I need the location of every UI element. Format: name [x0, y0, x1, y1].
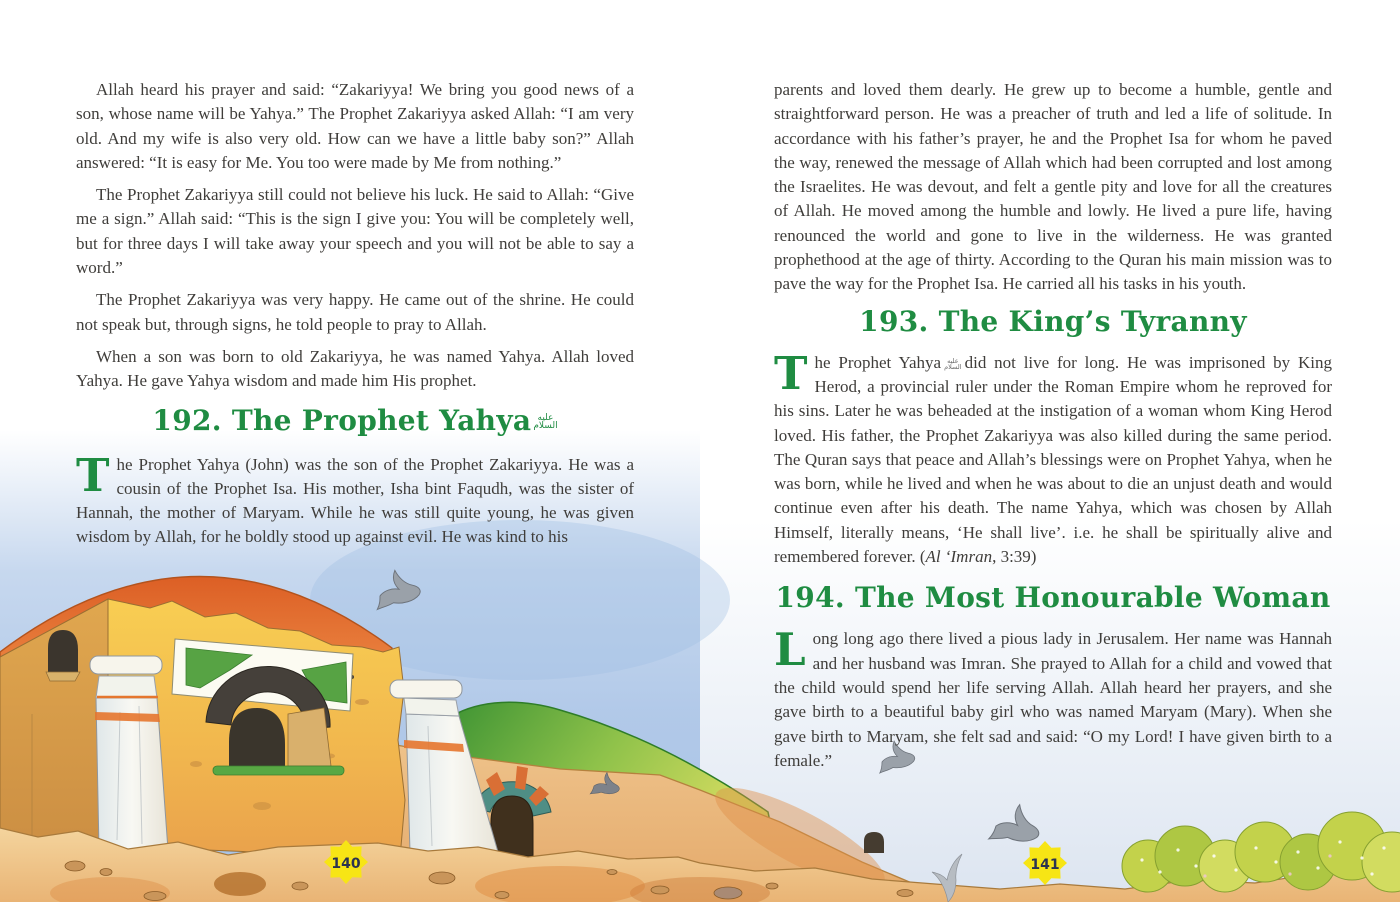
- right-page-text: [774, 78, 1332, 781]
- left-page-text: [76, 78, 634, 558]
- small-window-sill: [46, 672, 80, 681]
- page-number-left: 140: [331, 856, 361, 872]
- small-window: [48, 630, 78, 672]
- drop-cap: T: [76, 448, 110, 502]
- honorific-alayhis-salam: عليه السلام: [944, 356, 962, 371]
- body-paragraph: Allah heard his prayer and said: “Zakariyya! We bring you good news of a son, whose name will be Yahya.” The Prophet Zakariyya asked Allah: “I am very old. And my wife is also very old. How can we have a little baby son?” Allah answered: “It is easy for Me. You too were made by Me from nothing.”: [76, 80, 634, 172]
- body-paragraph-dropcap: The Prophet Yahya (John) was the son of the Prophet Zakariyya. He was a cousin of the Prophet Isa. His mother, Isha bint Faqudh, was the sister of Hannah, the mother of Maryam. While he was still quite young, he was given wisdom by Allah, for he boldly stood up against evil. He was kind to his: [76, 448, 634, 547]
- door-opening: [491, 796, 533, 856]
- drop-cap: L: [774, 623, 806, 677]
- chapter-heading-text: 193. The King’s Tyranny: [859, 304, 1247, 338]
- chapter-heading-192: [76, 404, 634, 441]
- chapter-heading-194: [774, 581, 1332, 615]
- bank-window: [864, 832, 884, 853]
- body-paragraph: When a son was born to old Zakariyya, he was named Yahya. Allah loved Yahya. He gave Yahya wisdom and made him His prophet.: [76, 346, 634, 391]
- honorific-alayhis-salam: عليه السلام: [533, 412, 558, 432]
- body-paragraph: parents and loved them dearly. He grew up to become a humble, gentle and straightforward person. He was a preacher of truth and led a life of solitude. In accordance with his father’s prayer, he and the Prophet Isa for whom he paved the way, renewed the message of Allah which had been corrupted and lost among the Israelites. He was devout, and felt a gentle pity and love for all the creatures of Allah. He moved among the humble and lowly. He lived a pure life, having renounced the world and gone to live in the wilderness. He was granted prophethood at the age of thirty. According to the Quran his main mission was to pave the way for the Prophet Isa. He carried all his tasks in his youth.: [774, 80, 1332, 294]
- chapter-heading-193: [774, 305, 1332, 339]
- page-badge-140: [324, 840, 368, 884]
- body-paragraph: The Prophet Zakariyya still could not believe his luck. He said to Allah: “Give me a sign.” Allah said: “This is the sign I give you: You will be completely well, but for three days I will take away your speech and you will not be able to say a word.”: [76, 185, 634, 278]
- drop-cap: T: [774, 346, 808, 400]
- page-badge-141: [1023, 841, 1067, 885]
- body-paragraph-dropcap: The Prophet Yahya عليه السلام did not live for long. He was imprisoned by King Herod, a provincial ruler under the Roman Empire whom he reproved for his sins. Later he was beheaded at the instigation of a woman whom King Herod loved. His father, the Prophet Zakariyya was also killed during the same period. The Quran says that peace and Allah’s blessings were on Prophet Yahya, when he was born, while he lived and when he was about to die an unjust death and would continue even after his death. The name Yahya, which was chosen by Allah Himself, literally means, ‘He shall live’. i.e. he shall be spiritually alive and remembered forever. (Al ‘Imran, 3:39): [774, 346, 1332, 567]
- window-pier: [288, 708, 331, 766]
- window-sill-bar: [213, 766, 344, 775]
- chapter-heading-text: 194. The Most Honourable Woman: [775, 581, 1331, 615]
- quran-reference: Al ‘Imran: [925, 547, 993, 567]
- body-paragraph: The Prophet Zakariyya was very happy. He came out of the shrine. He could not speak but, through signs, he told people to pray to Allah.: [76, 290, 634, 334]
- window-opening: [229, 708, 285, 766]
- page-number-right: 141: [1030, 857, 1060, 873]
- chapter-heading-text: 192. The Prophet Yahya: [152, 403, 532, 437]
- body-paragraph-dropcap: Long long ago there lived a pious lady in Jerusalem. Her name was Hannah and her husband was Imran. She prayed to Allah for a child and vowed that the child would spend her life serving Allah. Allah heard her prayers, and she gave birth to a beautiful baby girl who was named Maryam (Mary). When she gave birth to Maryam, she felt sad and said: “O my Lord! I have given birth to a female.”: [774, 623, 1332, 770]
